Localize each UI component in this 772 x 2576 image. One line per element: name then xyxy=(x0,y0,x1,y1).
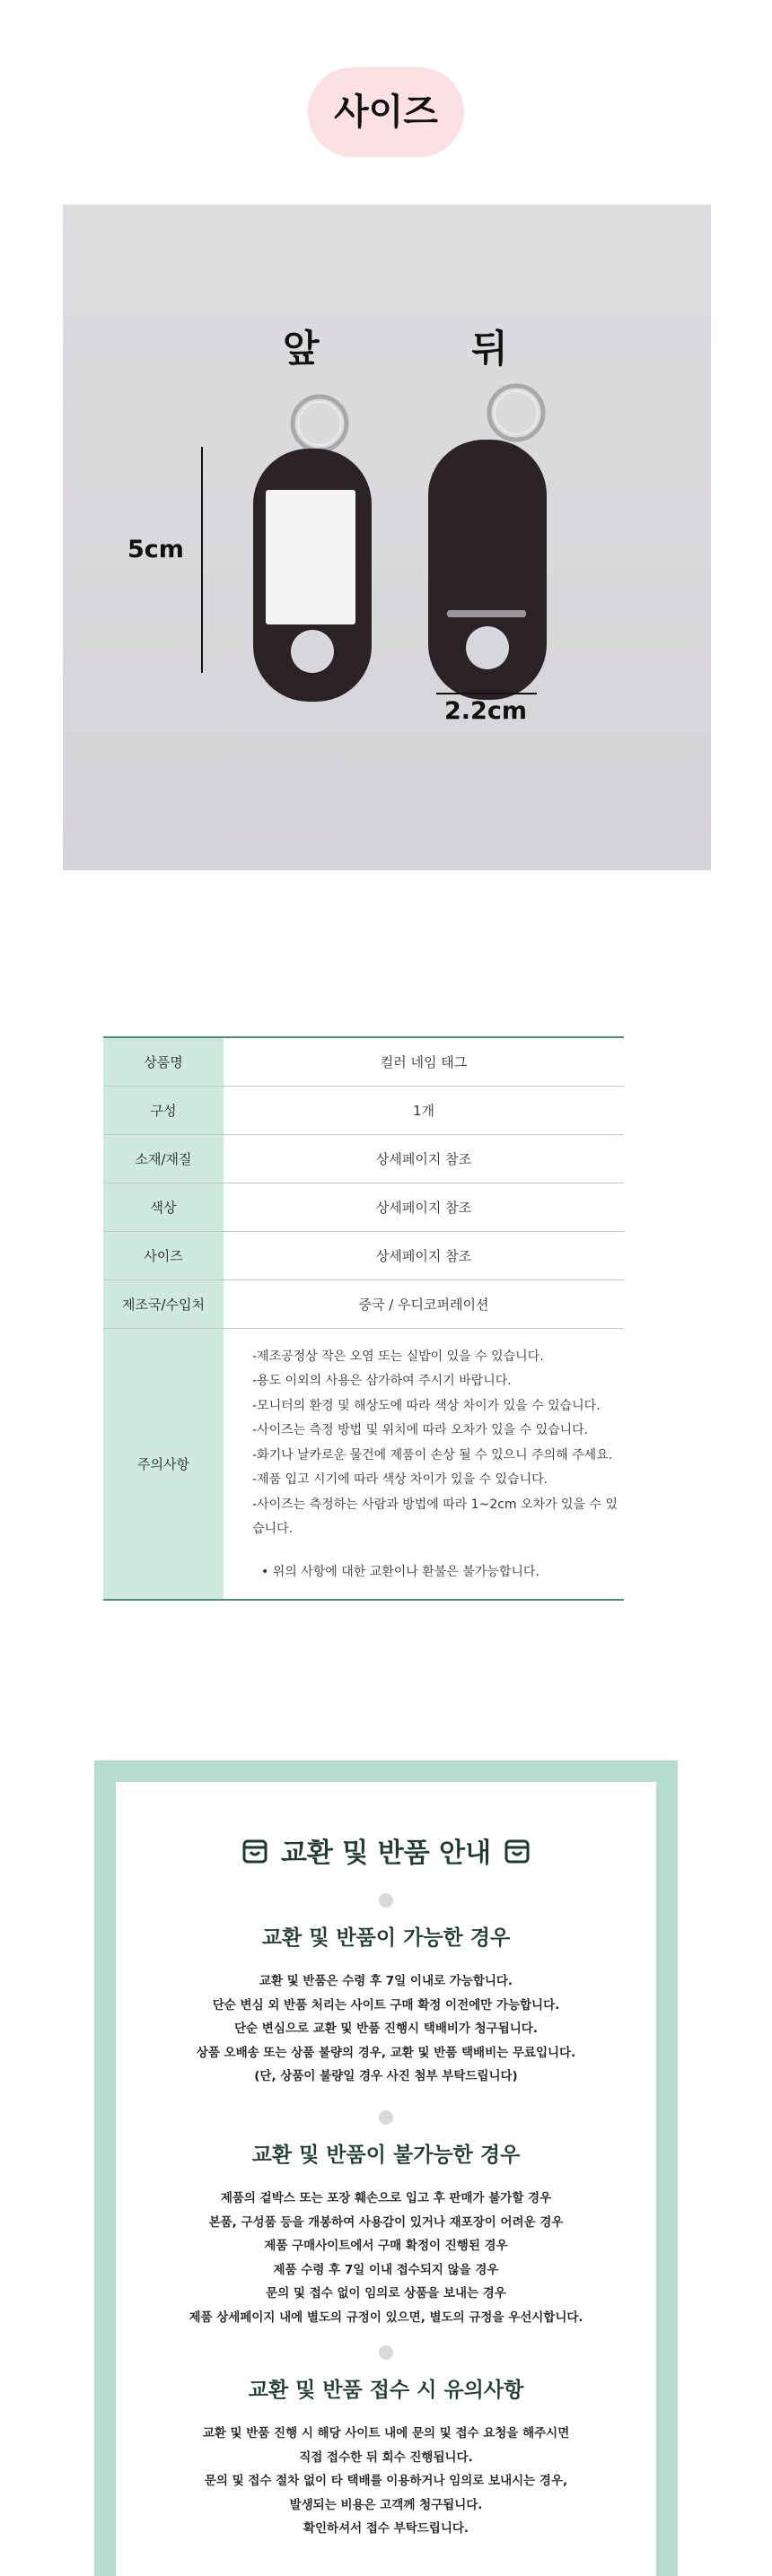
note-line: -제품 입고 시기에 따라 색상 차이가 있을 수 있습니다. xyxy=(252,1472,548,1487)
front-tag-hole xyxy=(291,630,334,673)
section-body xyxy=(116,2422,656,2541)
section-line: 제품 수령 후 7일 이내 접수되지 않을 경우 xyxy=(273,2262,499,2277)
spec-value: 중국 / 우디코퍼레이션 xyxy=(224,1279,624,1328)
front-key-ring-inner xyxy=(298,402,341,445)
section-divider-dot xyxy=(379,2110,393,2125)
spec-value: 컬러 네임 태그 xyxy=(224,1037,624,1086)
spec-key: 주의사항 xyxy=(103,1328,224,1600)
section-line: 본품, 구성품 등을 개봉하여 사용감이 있거나 재포장이 어려운 경우 xyxy=(208,2214,564,2230)
back-tag-ridge xyxy=(447,610,526,617)
note-line: -모니터의 환경 및 해상도에 따라 색상 차이가 있을 수 있습니다. xyxy=(252,1398,601,1413)
section-line: 발생되는 비용은 고객께 청구됩니다. xyxy=(289,2497,483,2512)
section-line: 제품의 겉박스 또는 포장 훼손으로 입고 후 판매가 불가할 경우 xyxy=(220,2191,552,2205)
section-line: 교환 및 반품 진행 시 해당 사이트 내에 문의 및 접수 요청을 해주시면 xyxy=(202,2426,570,2441)
product-size-photo xyxy=(63,205,711,870)
note-line: -사이즈는 측정하는 사람과 방법에 따라 1~2cm 오차가 있을 수 있습니다. xyxy=(252,1497,618,1536)
spec-value: 상세페이지 참조 xyxy=(224,1231,624,1279)
note-footer: • 위의 사항에 대한 교환이나 환불은 불가능합니다. xyxy=(261,1564,540,1579)
width-label: 2.2cm xyxy=(444,697,527,725)
section-line: 단순 변심으로 교환 및 반품 진행시 택배비가 청구됩니다. xyxy=(234,2022,538,2036)
section-heading: 교환 및 반품이 가능한 경우 xyxy=(261,1926,511,1950)
section-line: 문의 및 접수 절차 없이 타 택배를 이용하거나 임의로 보내시는 경우, xyxy=(204,2474,568,2488)
note-line: -사이즈는 측정 방법 및 위치에 따라 오차가 있을 수 있습니다. xyxy=(252,1423,589,1437)
page-title: 사이즈 xyxy=(334,92,438,133)
section-heading: 교환 및 반품이 불가능한 경우 xyxy=(251,2144,521,2167)
section-line: 제품 상세페이지 내에 별도의 규정이 있으면, 별도의 규정을 우선시합니다. xyxy=(189,2310,583,2325)
spec-key: 색상 xyxy=(103,1183,224,1231)
note-spacer xyxy=(252,1542,624,1560)
front-tag-label-window xyxy=(266,490,355,624)
section-line: (단, 상품이 불량일 경우 사진 첨부 부탁드립니다) xyxy=(254,2069,518,2083)
section-divider-dot xyxy=(379,2345,393,2360)
section-line: 제품 구매사이트에서 구매 확정이 진행된 경우 xyxy=(264,2239,508,2253)
back-tag-hole xyxy=(466,626,509,669)
section-line: 확인하셔서 접수 부탁드립니다. xyxy=(303,2521,469,2536)
section-heading: 교환 및 반품 접수 시 유의사항 xyxy=(248,2379,524,2402)
policy-title-text: 교환 및 반품 안내 xyxy=(280,1838,492,1869)
policy-panel xyxy=(116,1782,656,2576)
section-body xyxy=(116,1969,656,2089)
notes-cell xyxy=(224,1328,624,1600)
spec-value: 상세페이지 참조 xyxy=(224,1134,624,1183)
spec-value: 1개 xyxy=(224,1086,624,1134)
spec-key: 상품명 xyxy=(103,1037,224,1086)
product-spec-table xyxy=(103,1036,624,1601)
spec-key: 제조국/수입처 xyxy=(103,1279,224,1328)
table-row xyxy=(103,1086,624,1134)
height-label: 5cm xyxy=(127,536,184,563)
table-row xyxy=(103,1231,624,1279)
policy-title xyxy=(116,1830,656,1872)
front-key-ring xyxy=(293,397,347,450)
section-line: 직접 접수한 뒤 회수 진행됩니다. xyxy=(299,2449,473,2465)
shopping-bag-icon xyxy=(504,1838,531,1872)
spec-value: 상세페이지 참조 xyxy=(224,1183,624,1231)
size-title-banner xyxy=(0,67,772,157)
table-row xyxy=(103,1183,624,1231)
table-row xyxy=(103,1134,624,1183)
front-label: 앞 xyxy=(283,327,320,371)
shopping-bag-icon xyxy=(241,1838,268,1872)
note-line: -화기나 날카로운 물건에 제품이 손상 될 수 있으니 주의해 주세요. xyxy=(252,1447,613,1463)
table-row-notes xyxy=(103,1328,624,1600)
spec-key: 구성 xyxy=(103,1086,224,1134)
section-body xyxy=(116,2187,656,2329)
table-row xyxy=(103,1037,624,1086)
policy-frame xyxy=(94,1760,678,2576)
note-line: -제조공정상 작은 오염 또는 실밥이 있을 수 있습니다. xyxy=(252,1349,544,1364)
section-line: 문의 및 접수 없이 임의로 상품을 보내는 경우 xyxy=(266,2286,506,2301)
back-key-ring-inner xyxy=(495,391,538,434)
note-line: -용도 이외의 사용은 삼가하여 주시기 바랍니다. xyxy=(252,1374,512,1388)
section-line: 상품 오배송 또는 상품 불량의 경우, 교환 및 반품 택배비는 무료입니다. xyxy=(196,2045,576,2060)
table-row xyxy=(103,1279,624,1328)
section-divider-dot xyxy=(379,1893,393,1908)
back-key-ring xyxy=(489,386,543,440)
section-line: 교환 및 반품은 수령 후 7일 이내로 가능합니다. xyxy=(259,1974,513,1988)
spec-key: 사이즈 xyxy=(103,1231,224,1279)
section-line: 단순 변심 외 반품 처리는 사이트 구매 확정 이전에만 가능합니다. xyxy=(212,1997,560,2013)
spec-key: 소재/재질 xyxy=(103,1134,224,1183)
back-label: 뒤 xyxy=(471,327,508,371)
